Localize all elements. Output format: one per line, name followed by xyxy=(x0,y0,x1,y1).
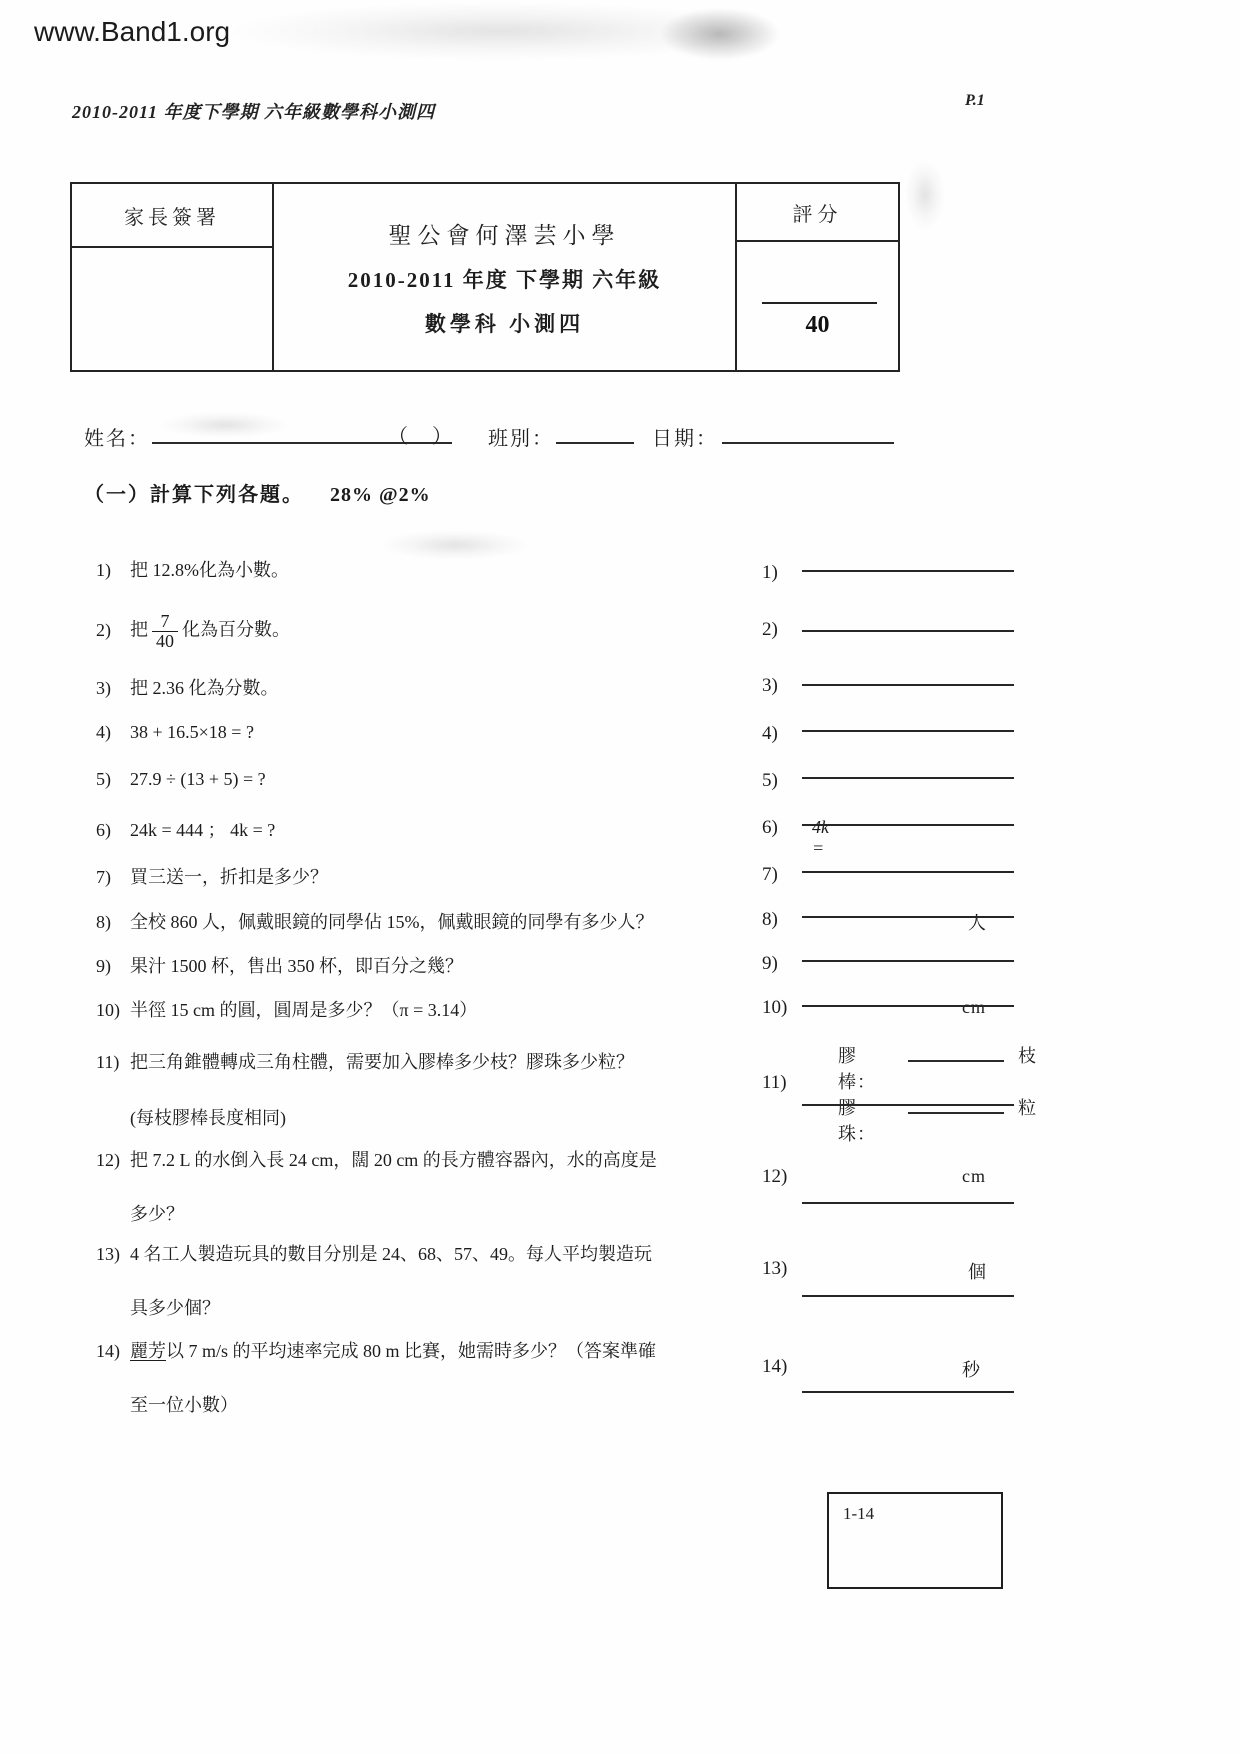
question-text: 把 xyxy=(130,619,148,640)
question-text-line2: (每枝膠棒長度相同) xyxy=(130,1108,286,1128)
date-label: 日期： xyxy=(652,428,718,450)
question-person-name: 麗芳 xyxy=(130,1341,166,1361)
answer-number: 4) xyxy=(762,723,778,744)
question-text: 全校 860 人，佩戴眼鏡的同學佔 15%，佩戴眼鏡的同學有多少人？ xyxy=(130,912,654,932)
question-10 xyxy=(96,996,686,1022)
watermark: www.Band1.org xyxy=(34,16,231,47)
question-number: 7) xyxy=(96,867,111,887)
page-number: P.1 xyxy=(965,92,985,109)
class-number-paren-close: ） xyxy=(432,426,452,448)
marks-summary-box xyxy=(827,1492,1003,1589)
answer-unit: cm xyxy=(962,997,986,1017)
question-9 xyxy=(96,952,686,978)
doc-header-title: 2010-2011 年度下學期 六年級數學科小測四 xyxy=(72,102,435,122)
subject-line: 數學科 小測四 xyxy=(424,311,585,336)
answer-number: 12) xyxy=(762,1166,788,1187)
answer-blank xyxy=(802,630,1014,632)
question-12 xyxy=(96,1146,686,1226)
question-2 xyxy=(96,612,686,651)
question-number: 3) xyxy=(96,678,111,698)
answer-unit: 人 xyxy=(968,913,987,933)
question-text: 38 + 16.5×18 = ? xyxy=(130,722,254,742)
scan-noise xyxy=(905,160,945,230)
question-text: 買三送一，折扣是多少？ xyxy=(130,867,328,887)
score-blank-line xyxy=(762,302,877,304)
answer-unit: cm xyxy=(962,1166,986,1186)
question-7 xyxy=(96,863,686,889)
question-text: 把 7.2 L 的水倒入長 24 cm，闊 20 cm 的長方體容器內，水的高度是 xyxy=(130,1150,657,1170)
question-text: 半徑 15 cm 的圓，圓周是多少？（π = 3.14） xyxy=(130,1000,478,1020)
question-number: 9) xyxy=(96,956,111,976)
date-blank xyxy=(722,418,894,444)
question-number: 2) xyxy=(96,619,111,640)
answer-number: 2) xyxy=(762,619,778,640)
question-number: 1) xyxy=(96,560,111,580)
marks-range-label: 1-14 xyxy=(843,1504,875,1523)
answer-blank xyxy=(802,1295,1014,1297)
answer-number: 13) xyxy=(762,1258,788,1279)
school-title-cell xyxy=(274,184,735,370)
fraction xyxy=(152,612,178,651)
question-text: 把 2.36 化為分數。 xyxy=(130,678,279,698)
answer-sub-unit-1: 枝 xyxy=(1018,1046,1037,1066)
answer-blank xyxy=(802,684,1014,686)
answer-number: 10) xyxy=(762,997,788,1018)
section-title xyxy=(84,478,431,507)
question-14 xyxy=(96,1337,686,1417)
answer-prefix: 4k = xyxy=(812,817,829,858)
answer-number: 14) xyxy=(762,1356,788,1377)
answer-sub-label-2: 膠珠： xyxy=(838,1098,876,1144)
answer-blank xyxy=(802,1391,1014,1393)
fraction-denominator: 40 xyxy=(156,630,174,651)
header-info-table xyxy=(70,182,900,372)
answer-blank xyxy=(802,1005,1014,1007)
section-marks: 28% @2% xyxy=(330,484,431,506)
question-4 xyxy=(96,722,686,743)
score-total: 40 xyxy=(805,312,830,338)
answer-blank xyxy=(802,777,1014,779)
answer-number: 6) xyxy=(762,817,778,838)
answer-number: 7) xyxy=(762,864,778,885)
question-number: 5) xyxy=(96,769,111,789)
answer-number: 9) xyxy=(762,953,778,974)
score-cell xyxy=(737,184,898,370)
answer-number: 5) xyxy=(762,770,778,791)
question-13 xyxy=(96,1240,686,1320)
question-text-line2: 至一位小數） xyxy=(130,1395,238,1415)
scan-noise xyxy=(660,8,780,60)
section-title-text: （一）計算下列各題。 xyxy=(84,484,304,506)
question-11 xyxy=(96,1048,686,1130)
question-number: 10) xyxy=(96,1000,120,1020)
fraction-numerator: 7 xyxy=(152,612,178,632)
answer-blank xyxy=(802,570,1014,572)
question-6 xyxy=(96,816,686,842)
question-text: 化為百分數。 xyxy=(182,619,290,640)
term-line: 2010-2011 年度 下學期 六年級 xyxy=(347,267,662,292)
question-number: 13) xyxy=(96,1244,120,1264)
question-text: 27.9 ÷ (13 + 5) = ? xyxy=(130,769,266,789)
name-label: 姓名： xyxy=(84,428,150,450)
answer-unit: 個 xyxy=(968,1262,987,1282)
answer-sub-unit-2: 粒 xyxy=(1018,1098,1037,1118)
question-number: 4) xyxy=(96,722,111,742)
question-text-line2: 多少？ xyxy=(130,1204,184,1224)
answer-blank xyxy=(802,824,1014,826)
question-5 xyxy=(96,769,686,790)
question-text: 把三角錐體轉成三角柱體，需要加入膠棒多少枝？膠珠多少粒？ xyxy=(130,1052,634,1072)
question-number: 12) xyxy=(96,1150,120,1170)
answer-number: 1) xyxy=(762,562,778,583)
question-text: 把 12.8%化為小數。 xyxy=(130,560,289,580)
question-number: 11) xyxy=(96,1052,120,1072)
question-8 xyxy=(96,908,696,934)
question-3 xyxy=(96,674,686,700)
question-text: 4 名工人製造玩具的數目分別是 24、68、57、49。每人平均製造玩 xyxy=(130,1244,652,1264)
class-label: 班別： xyxy=(488,428,554,450)
parent-signature-label: 家長簽署 xyxy=(72,184,272,248)
school-name: 聖公會何澤芸小學 xyxy=(388,222,621,248)
answer-blank xyxy=(802,960,1014,962)
question-text: 以 7 m/s 的平均速率完成 80 m 比賽，她需時多少？（答案準確 xyxy=(166,1341,657,1361)
answer-blank xyxy=(802,730,1014,732)
answer-unit: 秒 xyxy=(962,1360,981,1380)
answer-number: 3) xyxy=(762,675,778,696)
class-number-paren-open: （ xyxy=(388,426,408,448)
class-blank xyxy=(556,418,634,444)
question-number: 8) xyxy=(96,912,111,932)
question-1 xyxy=(96,556,686,582)
student-info-row xyxy=(0,418,1240,458)
score-label: 評分 xyxy=(737,184,898,242)
answer-number: 8) xyxy=(762,909,778,930)
question-text: 24k = 444 ； 4k = ? xyxy=(130,820,276,840)
answer-sub-label-1: 膠棒： xyxy=(838,1046,876,1092)
answer-blank xyxy=(802,1104,1014,1106)
scan-noise xyxy=(230,2,770,60)
answer-blank xyxy=(802,871,1014,873)
question-text: 果汁 1500 杯，售出 350 杯，即百分之幾？ xyxy=(130,956,463,976)
question-number: 6) xyxy=(96,820,111,840)
answer-sub-blank-2 xyxy=(908,1092,1004,1114)
answer-sub-blank-1 xyxy=(908,1040,1004,1062)
answer-number: 11) xyxy=(762,1072,787,1093)
question-number: 14) xyxy=(96,1341,120,1361)
parent-signature-cell xyxy=(72,184,272,370)
answer-blank xyxy=(802,1202,1014,1204)
answer-blank xyxy=(802,916,1014,918)
question-text-line2: 具多少個？ xyxy=(130,1298,220,1318)
